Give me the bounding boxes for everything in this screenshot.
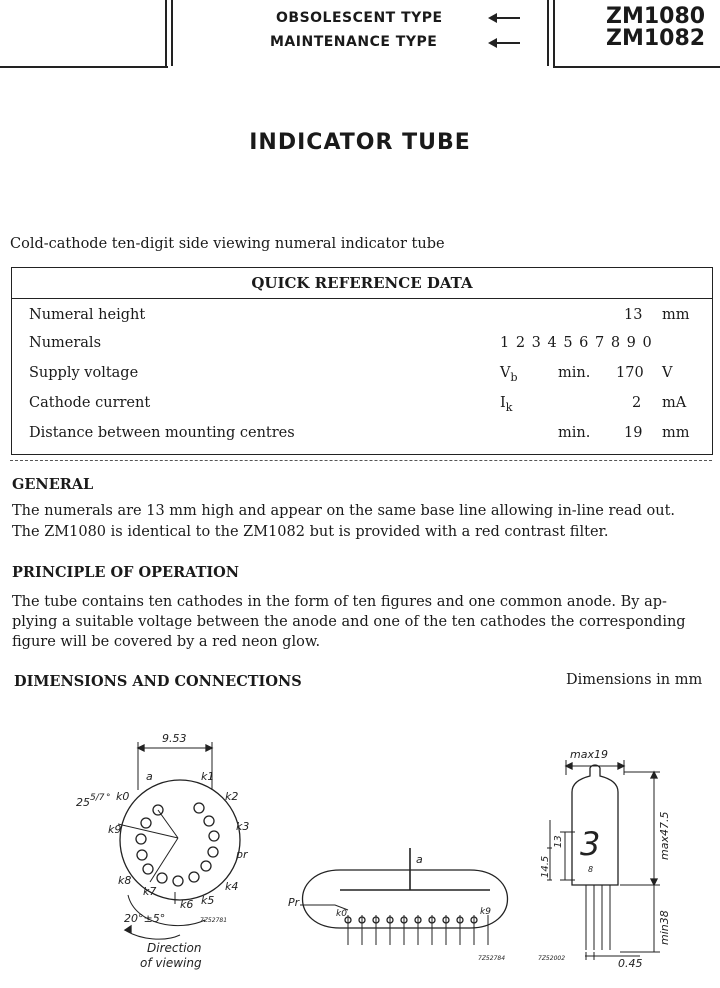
principle-line-3: figure will be covered by a red neon glow. (12, 634, 321, 650)
row-label: Supply voltage (29, 365, 139, 381)
row-unit: V (662, 365, 673, 381)
direction-caption-2: of viewing (140, 956, 202, 970)
arrow-left-icon (488, 36, 520, 50)
dimension-drawing (0, 720, 720, 985)
row-value: 1 2 3 4 5 6 7 8 9 0 (500, 335, 653, 351)
row-value: 2 (632, 395, 642, 411)
table-row (12, 328, 712, 358)
angle-1-label: 25 (76, 796, 90, 809)
row-label: Distance between mounting centres (29, 425, 295, 441)
quick-reference-table (11, 267, 713, 455)
dimensions-note: Dimensions in mm (566, 672, 703, 688)
table-row (12, 388, 712, 418)
row-unit: mm (662, 425, 690, 441)
row-value: 13 (624, 307, 643, 323)
header-bottom-rule (0, 66, 168, 68)
model-zm1080: ZM1080 (606, 4, 706, 29)
front-pin-dia-label: 0.45 (618, 957, 643, 970)
front-small-label: 8 (588, 865, 594, 874)
pin-label-k3: k3 (236, 820, 250, 833)
header-rule-right-2 (553, 0, 555, 66)
general-line-2: The ZM1080 is identical to the ZM1082 but is provided with a red contrast filter. (12, 524, 609, 540)
base-outline (120, 780, 240, 900)
pin-label-k8: k8 (118, 874, 132, 887)
model-zm1082: ZM1082 (606, 26, 706, 51)
front-dim-14-5-label: 14.5 (540, 855, 551, 878)
front-max-height-label: max47.5 (658, 811, 671, 860)
header-bottom-rule-right (553, 66, 720, 68)
row-value: 170 (616, 365, 644, 381)
page-title: INDICATOR TUBE (249, 130, 471, 155)
pin-label-pr: pr (236, 848, 248, 861)
row-unit: mA (662, 395, 687, 411)
pin-label-k7: k7 (143, 885, 157, 898)
pin-label-k9: k9 (108, 823, 122, 836)
direction-caption-1: Direction (147, 941, 202, 955)
row-value: 19 (624, 425, 643, 441)
table-row (12, 300, 712, 330)
row-symbol: $V_b$ (500, 365, 518, 384)
angle-1-frac-label: ° (106, 793, 111, 803)
side-ref-label: 7Z52784 (478, 955, 506, 962)
dimensions-heading: DIMENSIONS AND CONNECTIONS (14, 673, 302, 690)
angle-2-label: 20°±5° (124, 912, 166, 925)
pin-label-k0: k0 (116, 790, 130, 803)
pin-label-k5: k5 (201, 894, 215, 907)
angle-1-sup-label: 5/7 (90, 793, 105, 803)
pin-label-k1: k1 (201, 770, 215, 783)
side-label-pr: Pr (288, 896, 300, 909)
row-qualifier: min. (558, 365, 591, 381)
principle-heading: PRINCIPLE OF OPERATION (12, 564, 240, 581)
side-view-pin-heads (345, 917, 477, 923)
principle-line-2: plying a suitable voltage between the anode and one of the ten cathodes the corresponding (12, 614, 686, 630)
table-row (12, 358, 712, 388)
header-rule-left (165, 0, 167, 66)
subtitle: Cold-cathode ten-digit side viewing numeral indicator tube (10, 236, 445, 252)
row-unit: mm (662, 307, 690, 323)
header-rule-right (547, 0, 549, 66)
pin-label-k4: k4 (225, 880, 239, 893)
maintenance-type-label: MAINTENANCE TYPE (270, 34, 438, 50)
row-qualifier: min. (558, 425, 591, 441)
side-label-a: a (416, 853, 423, 866)
header-rule-left-2 (171, 0, 173, 66)
dim-width-label: 9.53 (162, 732, 187, 745)
front-min-pin-label: min38 (658, 910, 671, 945)
pin-holes (136, 803, 219, 886)
row-label: Numeral height (29, 307, 146, 323)
front-max-width-label: max19 (570, 748, 608, 761)
arrow-left-icon (488, 11, 520, 25)
principle-line-1: The tube contains ten cathodes in the form of ten figures and one common anode. By ap- (12, 594, 667, 610)
front-numeral: 3 (580, 825, 601, 863)
base-ref-label: 7Z52781 (200, 917, 228, 924)
side-view-pins (348, 915, 488, 945)
general-line-1: The numerals are 13 mm high and appear on the same base line allowing in-line read out. (12, 503, 676, 519)
divider (10, 460, 712, 462)
pin-label-k2: k2 (225, 790, 239, 803)
general-heading: GENERAL (12, 476, 94, 493)
front-ref-label: 7Z52002 (538, 955, 566, 962)
table-row (12, 418, 712, 448)
obsolescent-type-label: OBSOLESCENT TYPE (276, 10, 443, 26)
side-label-k9: k9 (480, 907, 491, 917)
row-symbol: $I_k$ (500, 395, 513, 414)
row-label: Numerals (29, 335, 102, 351)
row-label: Cathode current (29, 395, 151, 411)
quick-reference-heading: QUICK REFERENCE DATA (12, 268, 712, 299)
pin-label-a: a (146, 770, 153, 783)
pin-label-k6: k6 (180, 898, 194, 911)
side-label-k0: k0 (336, 909, 347, 919)
front-dim-13-label: 13 (553, 835, 564, 848)
